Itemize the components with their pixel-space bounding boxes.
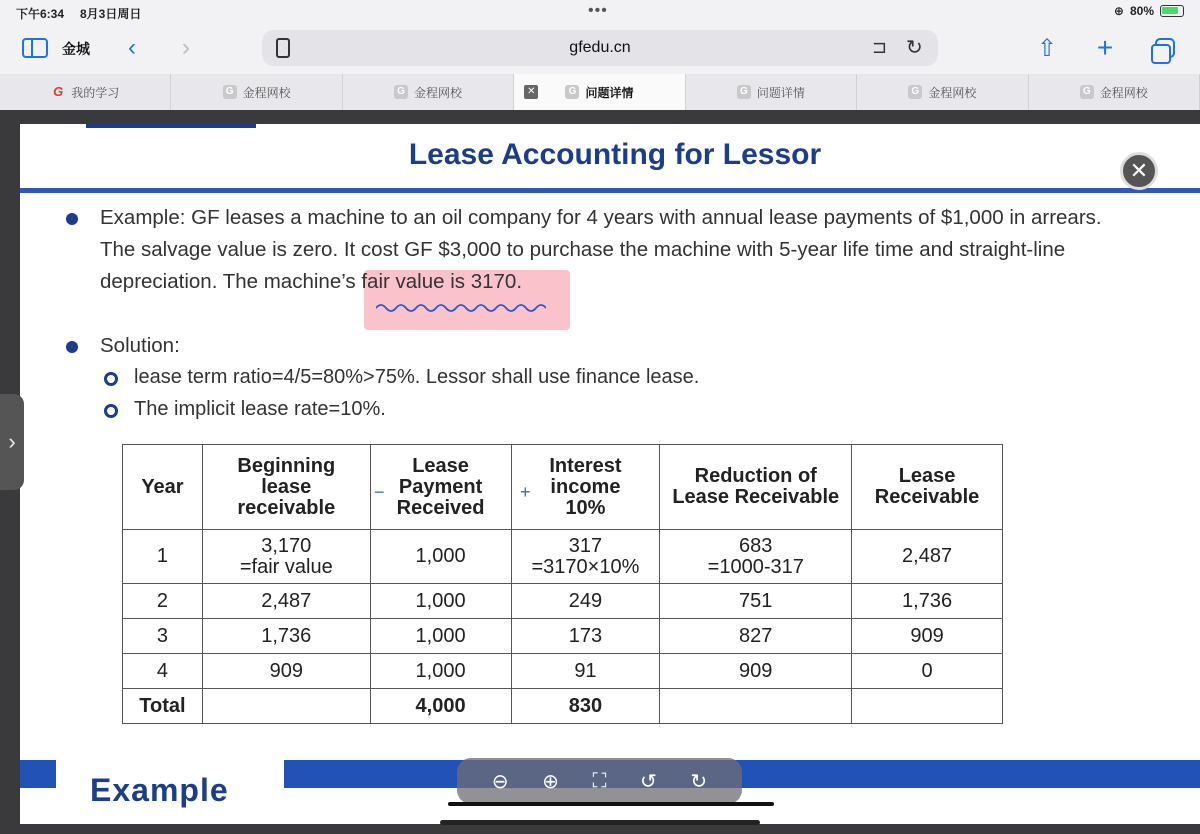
- sub-bullet-1: [134, 366, 699, 389]
- bullet-dot: [66, 341, 78, 353]
- browser-toolbar: [0, 26, 1200, 74]
- profile-name[interactable]: 金城: [62, 41, 90, 57]
- close-icon[interactable]: ✕: [1120, 152, 1158, 190]
- back-icon[interactable]: ‹: [128, 34, 136, 61]
- tab-label: 我的学习: [71, 85, 120, 100]
- cell-year: 1: [123, 530, 203, 584]
- example-line-3: depreciation. The machine’s fair value is 3170.: [100, 270, 523, 293]
- lease-table: [122, 444, 1003, 724]
- cell-reduction: 827: [660, 619, 852, 654]
- previous-slide-edge: [86, 114, 256, 128]
- home-indicator[interactable]: [440, 820, 760, 825]
- favicon-icon: G: [565, 85, 579, 99]
- plus-annotation: +: [520, 482, 531, 502]
- favicon-icon: G: [737, 85, 751, 99]
- cell-empty: [852, 689, 1003, 724]
- col-interest: Interest income 10%: [511, 445, 660, 530]
- cell-payment: 1,000: [370, 619, 511, 654]
- forward-icon[interactable]: ›: [182, 34, 190, 61]
- address-bar[interactable]: [262, 30, 938, 66]
- solution-label: Solution:: [100, 334, 180, 357]
- col-payment: Lease Payment Received: [370, 445, 511, 530]
- cell-interest: 249: [511, 584, 660, 619]
- col-reduction: Reduction of Lease Receivable: [660, 445, 852, 530]
- cell-total-interest: 830: [511, 689, 660, 724]
- cell-payment: 1,000: [370, 584, 511, 619]
- ring-bullet: [104, 404, 118, 418]
- plus-icon[interactable]: +: [1096, 32, 1114, 63]
- tab-5[interactable]: [857, 74, 1028, 110]
- bullet-dot: [66, 213, 78, 225]
- tab-label: 金程网校: [1099, 85, 1148, 100]
- cell-payment: 1,000: [370, 654, 511, 689]
- tab-6[interactable]: [1029, 74, 1200, 110]
- image-viewer-toolbar: [457, 758, 742, 804]
- solution-bullet: [100, 330, 180, 362]
- table-header-row: [123, 445, 1003, 530]
- next-slide-title-text: Example: [90, 772, 229, 808]
- tab-3[interactable]: [514, 74, 685, 110]
- battery-icon: [1160, 5, 1184, 17]
- status-time: 下午6:34: [16, 7, 65, 21]
- tab-0[interactable]: [0, 74, 171, 110]
- cell-reduction: 909: [660, 654, 852, 689]
- tab-strip: [0, 74, 1200, 110]
- favicon-icon: G: [908, 85, 922, 99]
- cell-total-label: Total: [123, 689, 203, 724]
- cell-year: 3: [123, 619, 203, 654]
- favicon-icon: G: [1080, 85, 1094, 99]
- col-receivable: Lease Receivable: [852, 445, 1003, 530]
- reload-icon[interactable]: ↻: [906, 37, 923, 59]
- cell-total-payment: 4,000: [370, 689, 511, 724]
- cell-empty: [660, 689, 852, 724]
- cell-receivable: 0: [852, 654, 1003, 689]
- cell-year: 2: [123, 584, 203, 619]
- minus-annotation: −: [374, 482, 385, 502]
- col-year: Year: [123, 445, 203, 530]
- battery-percent: 80%: [1129, 4, 1154, 18]
- sub-bullet-text: lease term ratio=4/5=80%>75%. Lessor shall use finance lease.: [134, 366, 700, 388]
- tab-close-icon[interactable]: ✕: [524, 85, 538, 99]
- slide-title: Lease Accounting for Lessor: [408, 138, 822, 171]
- brand-logo-icon: G: [53, 84, 64, 99]
- tab-label: 问题详情: [756, 85, 805, 100]
- tab-label: 问题详情: [585, 85, 634, 100]
- tab-4[interactable]: [686, 74, 857, 110]
- table-row: [123, 530, 1003, 584]
- tabs-icon[interactable]: [1152, 34, 1178, 62]
- cell-beginning: 3,170 =fair value: [202, 530, 370, 584]
- favicon-icon: G: [394, 85, 408, 99]
- underline-squiggle: [376, 302, 546, 314]
- share-icon[interactable]: ⇧: [1036, 34, 1058, 62]
- status-date: 8月3日周日: [80, 7, 142, 21]
- slide-image: [20, 124, 1200, 824]
- favicon-icon: G: [223, 85, 237, 99]
- example-bullet: [100, 202, 1190, 298]
- table-row: [123, 584, 1003, 619]
- cell-interest: 317 =3170×10%: [511, 530, 660, 584]
- rotate-left-icon[interactable]: ↺: [640, 770, 657, 793]
- cell-receivable: 1,736: [852, 584, 1003, 619]
- cell-receivable: 2,487: [852, 530, 1003, 584]
- cell-receivable: 909: [852, 619, 1003, 654]
- tab-label: 金程网校: [414, 85, 463, 100]
- sidebar-icon[interactable]: [22, 38, 48, 58]
- fullscreen-icon[interactable]: ⛶: [592, 769, 607, 792]
- example-line-2: The salvage value is zero. It cost GF $3,000 to purchase the machine with 5-year life time and straight-line: [100, 238, 1066, 261]
- reader-icon[interactable]: ⊐: [872, 37, 888, 57]
- table-row: [123, 619, 1003, 654]
- cell-reduction: 683 =1000-317: [660, 530, 852, 584]
- tab-1[interactable]: [171, 74, 342, 110]
- cell-beginning: 909: [202, 654, 370, 689]
- title-divider: [20, 188, 1200, 193]
- zoom-out-icon[interactable]: ⊖: [491, 770, 509, 793]
- tab-label: 金程网校: [242, 85, 291, 100]
- sub-bullet-text: The implicit lease rate=10%.: [134, 398, 386, 420]
- url-text[interactable]: gfedu.cn: [569, 39, 631, 56]
- col-beginning: Beginning lease receivable: [202, 445, 370, 530]
- cell-interest: 173: [511, 619, 660, 654]
- tab-label: 金程网校: [928, 85, 977, 100]
- side-panel-handle-icon[interactable]: ›: [0, 394, 24, 490]
- table-total-row: [123, 689, 1003, 724]
- rotate-right-icon[interactable]: ↻: [690, 770, 708, 793]
- example-line-1: Example: GF leases a machine to an oil company for 4 years with annual lease payments of $1,000 in arrears.: [100, 206, 1102, 229]
- page-viewport: [0, 110, 1200, 834]
- scroll-indicator: [448, 802, 774, 806]
- status-bar: [0, 0, 1200, 26]
- link-icon: ⊕: [1113, 4, 1124, 18]
- status-right: [1114, 4, 1184, 18]
- cell-year: 4: [123, 654, 203, 689]
- cell-reduction: 751: [660, 584, 852, 619]
- zoom-in-icon[interactable]: ⊕: [542, 770, 559, 793]
- cell-empty: [202, 689, 370, 724]
- cell-beginning: 2,487: [202, 584, 370, 619]
- multitask-dots-icon[interactable]: •••: [588, 2, 608, 19]
- cell-beginning: 1,736: [202, 619, 370, 654]
- table-row: [123, 654, 1003, 689]
- sub-bullet-2: [134, 398, 386, 421]
- cell-payment: 1,000: [370, 530, 511, 584]
- next-slide-title: [56, 754, 284, 824]
- ring-bullet: [104, 372, 118, 386]
- cell-interest: 91: [511, 654, 660, 689]
- tab-2[interactable]: [343, 74, 514, 110]
